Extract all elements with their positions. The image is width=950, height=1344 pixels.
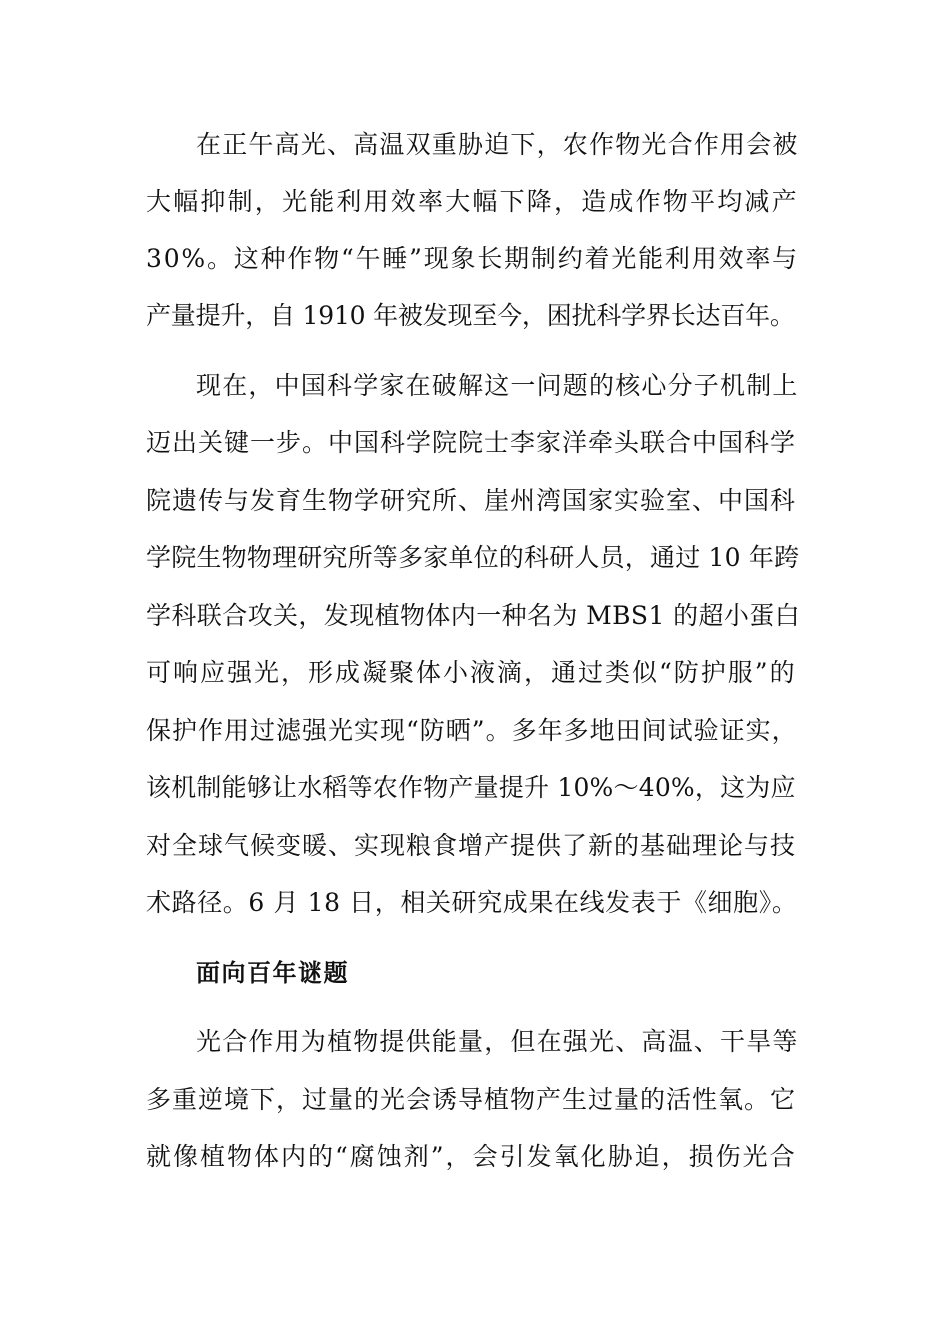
- paragraph-2-line-3: 院遗传与发育生物学研究所、崖州湾国家实验室、中国科: [146, 486, 797, 515]
- paragraph-1-line-4: 产量提升，自 1910 年被发现至今，困扰科学界长达百年。: [146, 301, 795, 330]
- paragraph-2-line-2: 迈出关键一步。中国科学院院士李家洋牵头联合中国科学: [146, 428, 797, 457]
- paragraph-1-line-3: 30%。这种作物“午睡”现象长期制约着光能利用效率与: [146, 244, 799, 273]
- paragraph-2-line-7: 保护作用过滤强光实现“防晒”。多年多地田间试验证实，: [146, 716, 798, 745]
- paragraph-2-line-6: 可响应强光，形成凝聚体小液滴，通过类似“防护服”的: [146, 658, 797, 687]
- paragraph-2-line-4: 学院生物物理研究所等多家单位的科研人员，通过 10 年跨: [146, 543, 800, 572]
- paragraph-3-line-3: 就像植物体内的“腐蚀剂”，会引发氧化胁迫，损伤光合: [146, 1142, 797, 1171]
- paragraph-2-line-10: 术路径。6 月 18 日，相关研究成果在线发表于《细胞》。: [146, 888, 798, 917]
- section-heading: 面向百年谜题: [196, 959, 349, 987]
- paragraph-3-line-2: 多重逆境下，过量的光会诱导植物产生过量的活性氧。它: [146, 1085, 797, 1114]
- paragraph-2-line-1: 现在，中国科学家在破解这一问题的核心分子机制上: [196, 371, 799, 400]
- paragraph-2-line-5: 学科联合攻关，发现植物体内一种名为 MBS1 的超小蛋白: [146, 601, 801, 630]
- paragraph-1-line-1: 在正午高光、高温双重胁迫下，农作物光合作用会被: [196, 130, 799, 159]
- paragraph-2-line-8: 该机制能够让水稻等农作物产量提升 10%～40%，这为应: [146, 773, 796, 802]
- paragraph-1-line-2: 大幅抑制，光能利用效率大幅下降，造成作物平均减产: [146, 187, 799, 216]
- paragraph-3-line-1: 光合作用为植物提供能量，但在强光、高温、干旱等: [196, 1027, 799, 1056]
- paragraph-2-line-9: 对全球气候变暖、实现粮食增产提供了新的基础理论与技: [146, 831, 797, 860]
